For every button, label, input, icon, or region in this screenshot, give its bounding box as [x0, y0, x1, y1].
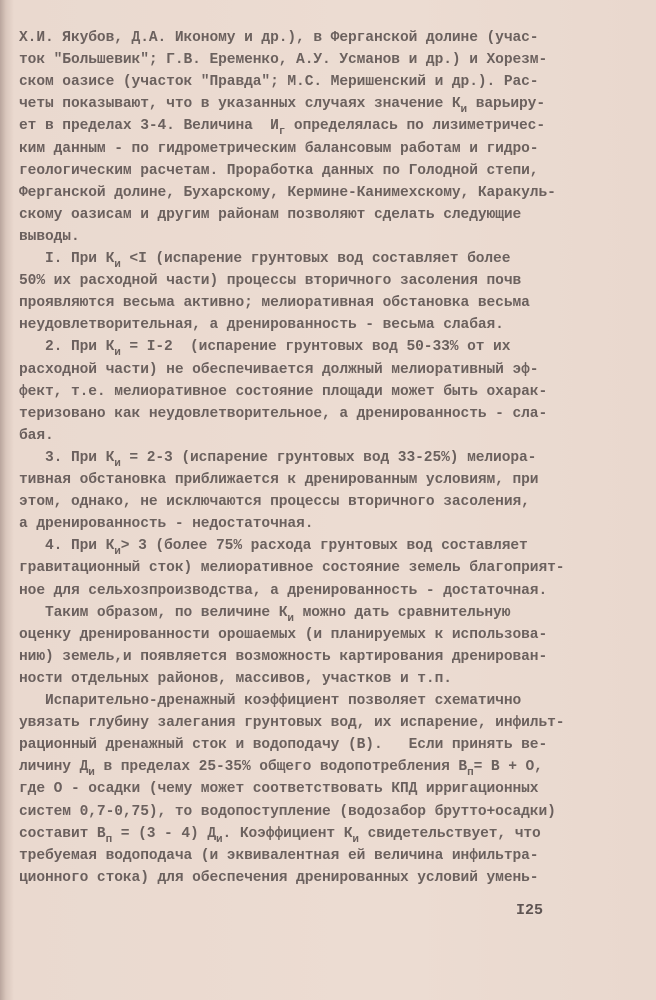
text-segment: > 3 (более 75% расхода грунтовых вод составляет [120, 538, 528, 555]
text-segment: Ферганской долине, Бухарскому, Кермине-Канимехскому, Каракуль- [19, 184, 556, 201]
text-line [19, 647, 547, 667]
text-segment: рационный дренажный сток и водоподачу (В). Если принять ве- [19, 737, 548, 754]
text-line [19, 139, 538, 159]
text-line [19, 735, 547, 755]
text-line [19, 116, 545, 139]
text-line [19, 337, 511, 360]
text-line [19, 50, 547, 70]
text-line [19, 669, 452, 689]
subscript: и [114, 259, 121, 271]
text-segment: 4. При К [19, 538, 115, 555]
text-segment: можно дать сравнительную [293, 604, 511, 621]
text-segment: ким данным - по гидрометрическим балансовым работам и гидро- [19, 140, 539, 157]
text-line [19, 72, 538, 92]
text-line [19, 536, 528, 559]
text-line [19, 581, 547, 601]
text-line [19, 603, 510, 623]
page-number: I25 [516, 902, 544, 919]
text-line [19, 382, 547, 402]
text-line [19, 713, 564, 733]
text-line [19, 161, 538, 181]
text-segment: = (3 - 4) Д [112, 825, 216, 842]
text-line [19, 625, 547, 645]
text-segment: Таким образом, по величине К [19, 604, 288, 621]
text-segment: скому оазисам и другим районам позволяют сделать следующие [19, 206, 522, 223]
text-segment: = В + О, [473, 759, 543, 776]
subscript: и [460, 104, 468, 117]
subscript: и [352, 833, 359, 846]
text-segment: = I-2 (испарение грунтовых вод 50-33% от их [120, 339, 511, 356]
text-segment: бая. [19, 427, 54, 444]
text-line [19, 779, 538, 799]
text-segment: ток "Большевик"; Г.В. Еременко, А.У. Усманов и др.) и Хорезм- [19, 52, 548, 69]
text-line [19, 271, 521, 291]
text-line [19, 470, 538, 490]
subscript: и [287, 612, 294, 625]
text-line [19, 802, 556, 822]
text-line [19, 227, 80, 247]
text-segment: I. При К [19, 251, 115, 267]
text-segment: ет в пределах 3-4. Величина И [19, 118, 279, 135]
subscript: п [467, 767, 474, 780]
text-line [19, 315, 504, 335]
text-line [19, 868, 538, 888]
text-line [19, 94, 545, 117]
text-segment: ском оазисе (участок "Правда"; М.С. Меришенский и др.). Рас- [19, 74, 539, 91]
text-segment: где О - осадки (чему может соответствовать КПД ирригационных [19, 781, 539, 798]
text-segment: геологическим расчетам. Проработка данных по Голодной степи, [19, 162, 539, 179]
text-segment: Х.И. Якубов, Д.А. Икономy и др.), в Ферганской долине (учас- [19, 30, 539, 46]
text-line [19, 846, 538, 866]
text-segment: тивная обстановка приближается к дренированным условиям, при [19, 472, 539, 488]
text-line [19, 183, 556, 203]
text-segment: четы показывают, что в указанных случаях значение К [19, 96, 461, 113]
text-segment: требуемая водоподача (и эквивалентная ей величина инфильтра- [19, 847, 539, 864]
text-line [19, 249, 510, 269]
text-line [19, 558, 564, 578]
text-segment: = 2-3 (испарение грунтовых вод 33-25%) мелиора- [120, 449, 537, 466]
text-segment: фект, т.е. мелиоративное состояние площади может быть охарак- [19, 383, 548, 400]
subscript: п [105, 833, 113, 846]
text-segment: расходной части) не обеспечивается должный мелиоративный эф- [19, 361, 539, 378]
text-segment: ное для сельхозпроизводства, а дренированность - достаточная. [19, 582, 548, 599]
text-segment: выводы. [19, 228, 80, 245]
text-segment: оценку дренированности орошаемых (и планируемых к использова- [19, 626, 548, 643]
text-segment: неудовлетворительная, а дренированность - весьма слабая. [19, 317, 504, 334]
text-line [19, 28, 538, 48]
text-segment: этом, однако, не исключаются процессы вторичного засоления, [19, 494, 530, 511]
text-segment: теризовано как неудовлетворительное, а дренированность - сла- [19, 405, 548, 422]
subscript: и [114, 546, 121, 559]
text-segment: а дренированность - недостаточная. [19, 516, 314, 533]
subscript: г [278, 126, 286, 139]
text-line [19, 757, 543, 780]
text-segment: определялась по лизиметричес- [285, 118, 545, 135]
text-segment: составит В [19, 825, 106, 842]
text-segment: 50% их расходной части) процессы вторичного засоления почв [19, 273, 522, 290]
text-line [19, 404, 547, 424]
text-segment: увязать глубину залегания грунтовых вод, их испарение, инфильт- [19, 715, 565, 732]
subscript: и [216, 833, 223, 846]
text-line [19, 514, 313, 534]
text-segment: <I (испарение грунтовых вод составляет более [120, 251, 511, 267]
text-line [19, 293, 530, 313]
text-segment: гравитационный сток) мелиоративное состояние земель благоприят- [19, 560, 565, 577]
text-line [19, 691, 521, 711]
text-line [19, 448, 536, 468]
text-segment: систем 0,7-0,75), то водопоступление (водозабор брутто+осадки) [19, 803, 556, 820]
text-segment: . Коэффициент К [222, 825, 353, 842]
text-segment: варьиру- [467, 96, 545, 113]
text-line [19, 492, 530, 512]
text-segment: личину Д [19, 759, 89, 776]
subscript: и [114, 457, 121, 470]
text-segment: 3. При К [19, 449, 115, 466]
text-line [19, 205, 521, 225]
text-segment: ционного стока) для обеспечения дренированных условий умень- [19, 869, 539, 886]
subscript: и [88, 767, 95, 780]
text-line [19, 824, 541, 844]
text-line [19, 360, 538, 380]
text-line [19, 426, 54, 446]
text-segment: свидетельствует, что [358, 825, 541, 842]
text-segment: нию) земель,и появляется возможность картирования дренирован- [19, 648, 548, 665]
text-segment: Испарительно-дренажный коэффициент позволяет схематично [19, 693, 522, 709]
text-segment: 2. При К [19, 339, 115, 356]
text-segment: ности отдельных районов, массивов, участков и т.п. [19, 670, 452, 687]
text-segment: в пределах 25-35% общего водопотребления В [94, 759, 468, 776]
subscript: и [114, 347, 121, 360]
text-segment: проявляются весьма активно; мелиоративная обстановка весьма [19, 295, 530, 312]
